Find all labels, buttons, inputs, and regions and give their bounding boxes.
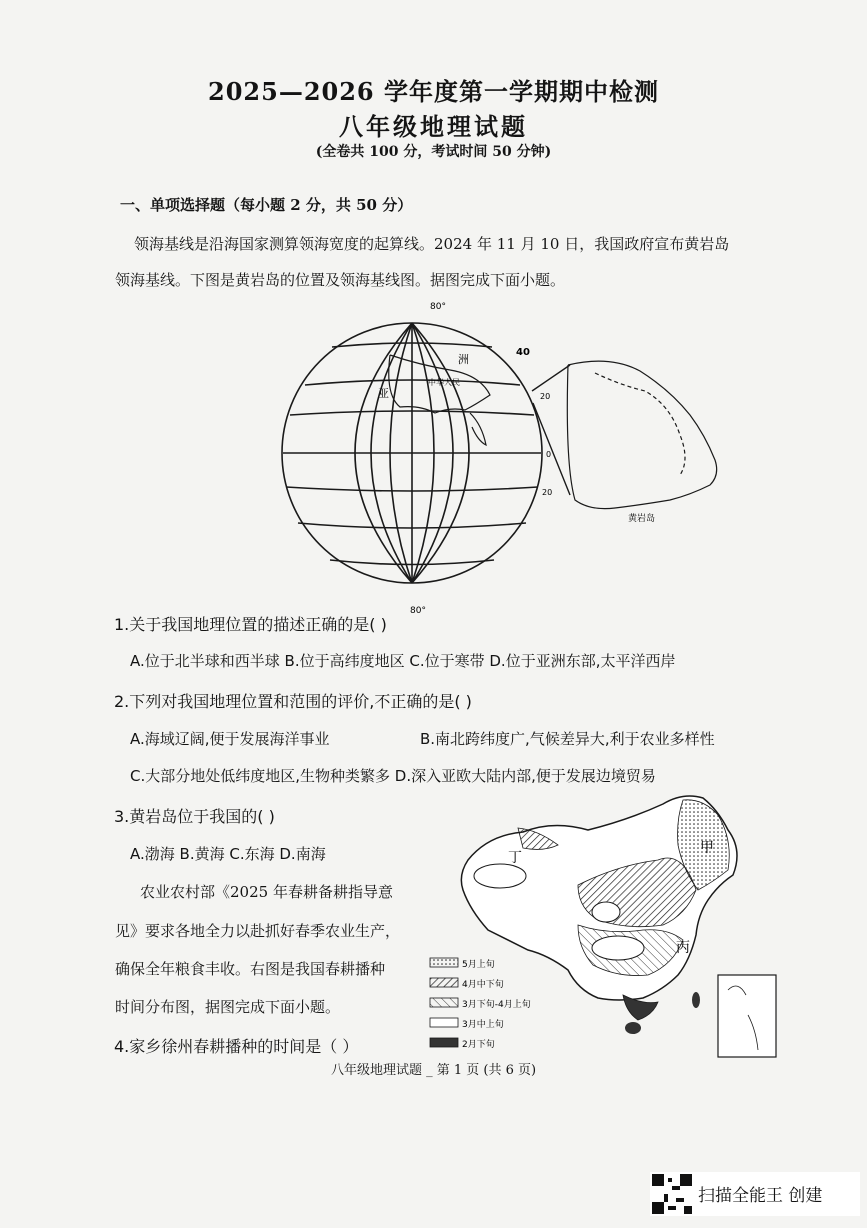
intro-line-2: 领海基线。下图是黄岩岛的位置及领海基线图。据图完成下面小题。	[115, 271, 566, 289]
intro-line-1: 领海基线是沿海国家测算领海宽度的起算线。2024 年 11 月 10 日，我国政府宣布黄岩岛	[134, 235, 730, 253]
scanner-credit: 扫描全能王 创建	[698, 1186, 823, 1206]
legend-feb-late: 2月下旬	[462, 1040, 495, 1050]
exam-title: 2025—2026 学年度第一学期期中检测	[208, 77, 659, 106]
question-2-option-b: B.南北跨纬度广,气候差异大,利于农业多样性	[420, 730, 715, 748]
intro2-line-2: 见》要求各地全力以赴抓好春季农业生产，	[115, 922, 401, 940]
legend-may-early: 5月上旬	[462, 960, 495, 970]
exam-info: (全卷共 100 分，考试时间 50 分钟)	[315, 144, 552, 160]
section-heading: 一、单项选择题（每小题 2 分，共 50 分）	[120, 196, 413, 214]
question-2-options-cd: C.大部分地处低纬度地区,生物种类繁多 D.深入亚欧大陆内部,便于发展边境贸易	[130, 767, 656, 785]
intro2-line-1: 农业农村部《2025 年春耕备耕指导意	[140, 883, 393, 901]
intro2-line-3: 确保全年粮食丰收。右图是我国春耕播种	[115, 960, 386, 978]
label-asia-1: 亚	[378, 387, 389, 400]
question-2-option-a: A.海域辽阔,便于发展海洋事业	[130, 730, 330, 748]
region-label-bing: 丙	[676, 940, 690, 956]
china-sowing-map	[428, 790, 790, 1065]
legend-april-mid-late: 4月中下旬	[462, 980, 504, 990]
lat-label-20s: 20	[542, 488, 553, 497]
lat-label-north: 80°	[430, 302, 446, 312]
label-huangyan-island: 黄岩岛	[628, 514, 656, 524]
label-asia-2: 洲	[458, 353, 469, 366]
question-4-stem: 4.家乡徐州春耕播种的时间是（ ）	[114, 1037, 359, 1056]
map-legend	[430, 958, 531, 1050]
label-china: 中华人民	[428, 378, 460, 387]
question-3-options: A.渤海 B.黄海 C.东海 D.南海	[130, 845, 326, 863]
lat-label-40: 40	[516, 347, 530, 358]
question-3-stem: 3.黄岩岛位于我国的( )	[114, 807, 275, 826]
region-label-jia: 甲	[700, 840, 714, 856]
qr-code-icon	[652, 1174, 692, 1214]
legend-march-mid-early: 3月中上旬	[462, 1020, 504, 1030]
region-label-ding: 丁	[508, 850, 522, 866]
lat-label-20n: 20	[540, 392, 551, 401]
lat-label-0: 0	[546, 450, 552, 459]
exam-subject-title: 八年级地理试题	[339, 112, 528, 141]
intro2-line-4: 时间分布图，据图完成下面小题。	[115, 998, 341, 1016]
question-1-stem: 1.关于我国地理位置的描述正确的是( )	[114, 615, 387, 634]
lat-label-south: 80°	[410, 606, 426, 615]
question-2-stem: 2.下列对我国地理位置和范围的评价,不正确的是( )	[114, 692, 472, 711]
legend-march-late-april-early: 3月下旬-4月上旬	[462, 1000, 531, 1010]
page-footer: 八年级地理试题 _ 第 1 页 (共 6 页)	[330, 1063, 537, 1078]
globe-location-map	[250, 295, 750, 615]
question-1-options: A.位于北半球和西半球 B.位于高纬度地区 C.位于寒带 D.位于亚洲东部,太平洋西岸	[130, 652, 676, 670]
